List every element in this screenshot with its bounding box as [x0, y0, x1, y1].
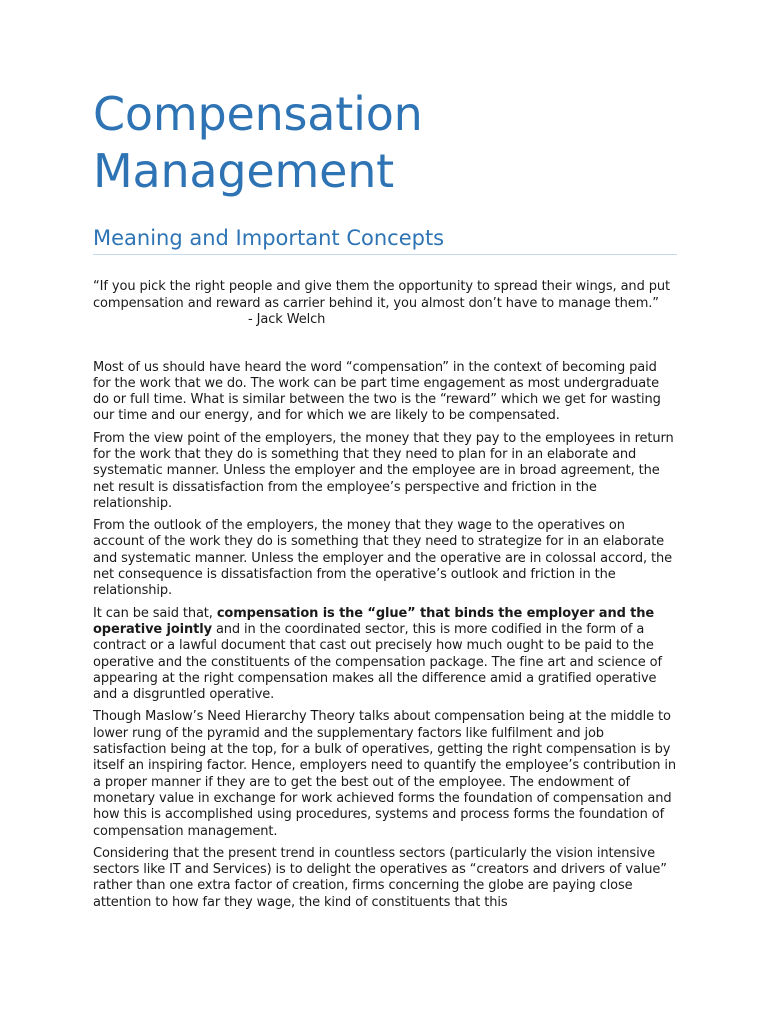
- document-subtitle: Meaning and Important Concepts: [93, 225, 677, 255]
- paragraph-4: [93, 606, 677, 704]
- paragraph-3: From the outlook of the employers, the money that they wage to the operatives on account of the work they do is something that they need to strategize for in an elaborate and systematic manner. Unless the employer and the operative are in colossal accord, the net consequence is dissatisfaction from the operative’s outlook and friction in the relationship.: [93, 518, 673, 599]
- title-line-1: Compensation: [93, 87, 423, 141]
- quote-author: - Jack Welch: [248, 312, 326, 327]
- paragraph-4-emphasis: compensation is the “glue” that binds the employer and the operative jointly: [93, 605, 655, 637]
- paragraph-2: From the view point of the employers, the money that they pay to the employees in return for the work that they do is something that they need to plan for in an elaborate and systematic manner. Unless the employer and the employee are in broad agreement, the net result is dissatisfaction from the employee’s perspective and friction in the relationship.: [93, 430, 674, 511]
- title-line-2: Management: [93, 144, 395, 198]
- quote-text: “If you pick the right people and give them the opportunity to spread their wings, and put compensation and reward as carrier behind it, you almost don’t have to manage them.”: [93, 279, 671, 311]
- document-title: [93, 86, 677, 200]
- paragraph-1: Most of us should have heard the word “compensation” in the context of becoming paid for the work that we do. The work can be part time engagement as most undergraduate do or full time. What is similar between the two is the “reward” which we get for wasting our time and our energy, and for which we are likely to be compensated.: [93, 359, 661, 424]
- opening-quote: [93, 279, 677, 329]
- paragraph-4-prefix: It can be said that,: [93, 605, 217, 621]
- paragraph-4-suffix: and in the coordinated sector, this is more codified in the form of a contract or a lawful document that cast out precisely how much ought to be paid to the operative and the constituents of the compensation package. The fine art and science of appearing at the right compensation makes all the difference amid a gratified operative and a disgruntled operative.: [93, 621, 662, 703]
- document-page: [93, 86, 677, 917]
- paragraph-5: Though Maslow’s Need Hierarchy Theory talks about compensation being at the middle to lower rung of the pyramid and the supplementary factors like fulfilment and job satisfaction being at the top, for a bulk of operatives, getting the right compensation is by itself an inspiring factor. Hence, employers need to quantify the employee’s contribution in a proper manner if they are to get the best out of the employee. The endowment of monetary value in exchange for work achieved forms the foundation of compensation and how this is accomplished using procedures, systems and process forms the foundation of compensation management.: [93, 709, 676, 839]
- paragraph-6: Considering that the present trend in countless sectors (particularly the vision intensive sectors like IT and Services) is to delight the operatives as “creators and drivers of value” rather than one extra factor of creation, firms concerning the globe are paying close attention to how far they wage, the kind of constituents that this: [93, 845, 667, 910]
